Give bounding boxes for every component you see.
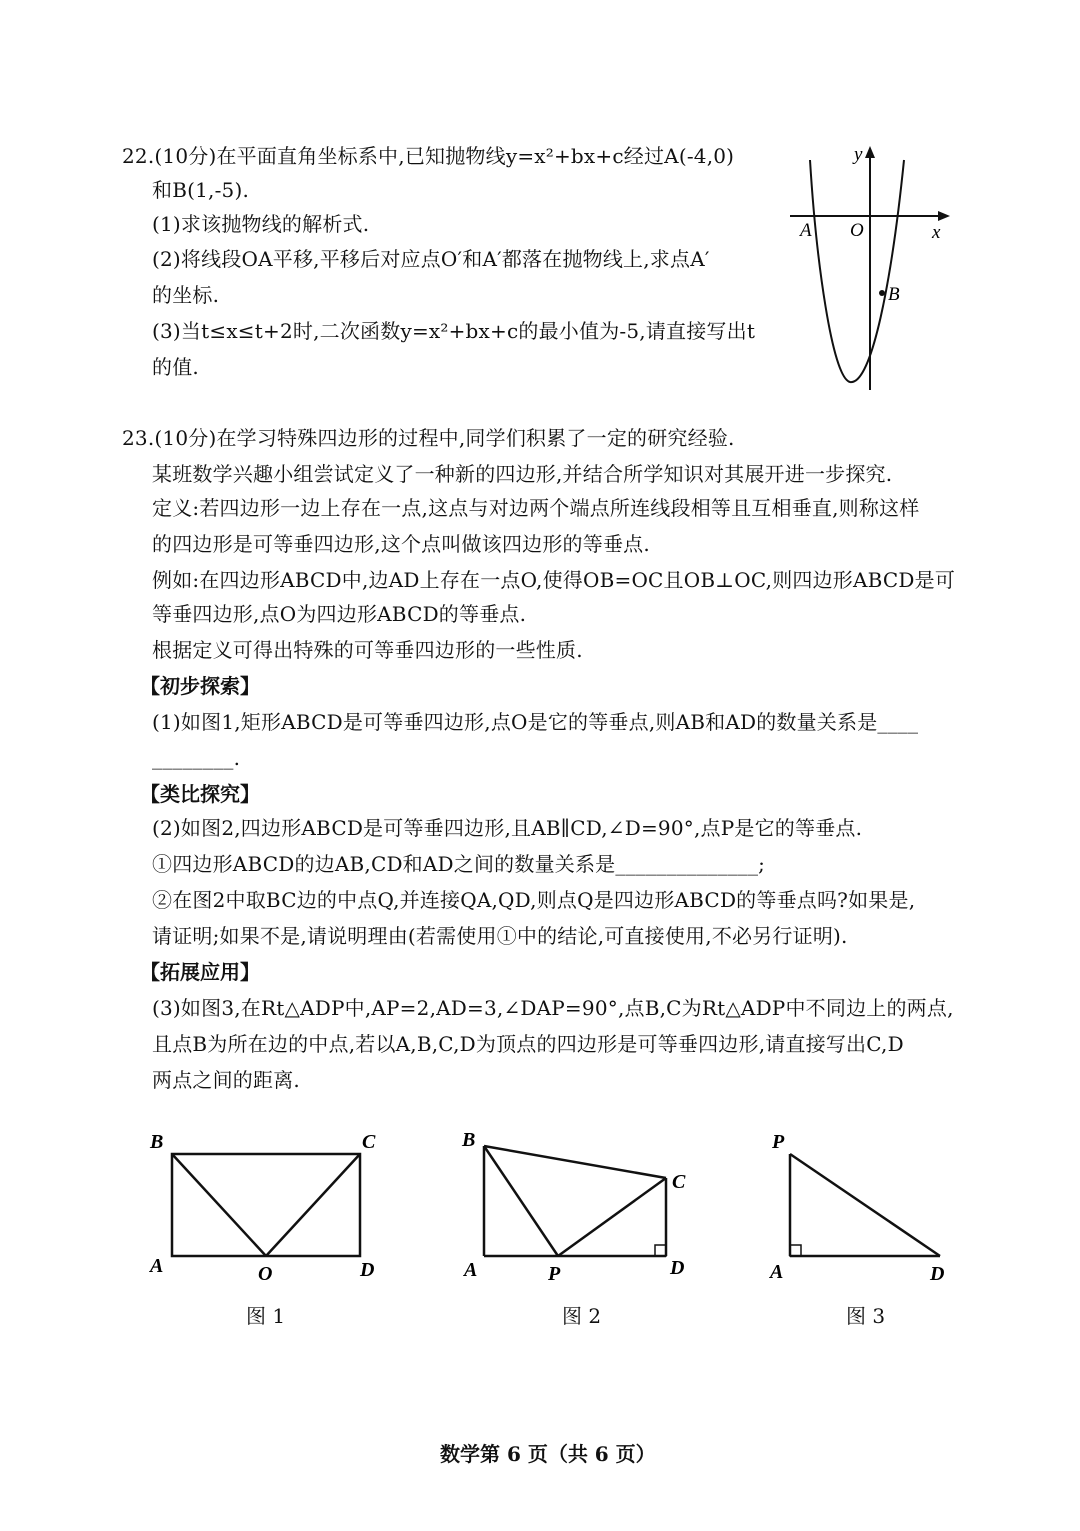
graph-a-label: A: [800, 220, 812, 241]
q23-part3-line2: 且点B为所在边的中点,若以A,B,C,D为顶点的四边形是可等垂四边形,请直接写出C,D: [152, 1032, 904, 1056]
section-extended-application: 【拓展应用】: [140, 960, 260, 984]
graph-b-label: B: [888, 284, 900, 305]
q22-part1: (1)求该抛物线的解析式.: [152, 212, 370, 236]
fig2-right-angle-mark: [655, 1245, 666, 1256]
fig2-segment-pc: [558, 1178, 666, 1256]
fig3-label-a: A: [770, 1261, 784, 1283]
q22-part3-line2: 的值.: [152, 355, 199, 379]
parabola-curve: [810, 160, 904, 382]
page-footer: 数学第 6 页（共 6 页）: [440, 1442, 656, 1466]
figure-2-caption: 图 2: [562, 1304, 602, 1328]
q23-property-line: 根据定义可得出特殊的可等垂四边形的一些性质.: [152, 638, 583, 662]
fig1-label-o: O: [258, 1263, 273, 1285]
fig1-label-a: A: [150, 1255, 164, 1277]
q22-part3-line1: (3)当t≤x≤t+2时,二次函数y=x²+bx+c的最小值为-5,请直接写出t: [152, 319, 756, 343]
q23-definition-line2: 的四边形是可等垂四边形,这个点叫做该四边形的等垂点.: [152, 532, 650, 556]
fig2-label-b: B: [462, 1129, 476, 1151]
q23-example-line2: 等垂四边形,点O为四边形ABCD的等垂点.: [152, 602, 527, 626]
q23-part2-sub2-line2: 请证明;如果不是,请说明理由(若需使用①中的结论,可直接使用,不必另行证明).: [152, 924, 848, 948]
fig3-label-p: P: [772, 1131, 785, 1153]
fig3-label-d: D: [930, 1263, 945, 1285]
fig2-label-a: A: [464, 1259, 478, 1281]
q23-part2-line1: (2)如图2,四边形ABCD是可等垂四边形,且AB∥CD,∠D=90°,点P是它的等垂点.: [152, 816, 863, 840]
fig3-side-pd: [790, 1154, 940, 1256]
fig1-label-d: D: [360, 1259, 375, 1281]
graph-x-label: x: [932, 222, 941, 243]
q22-parabola-graph: [780, 138, 960, 394]
y-axis-arrow-icon: [865, 146, 875, 158]
q22-line-2: 和B(1,-5).: [152, 178, 250, 202]
figure-2: [450, 1118, 710, 1293]
q23-part3-line1: (3)如图3,在Rt△ADP中,AP=2,AD=3,∠DAP=90°,点B,C为Rt△ADP中不同边上的两点,: [152, 996, 954, 1020]
q23-part2-sub2-line1: ②在图2中取BC边的中点Q,并连接QA,QD,则点Q是四边形ABCD的等垂点吗?如果是,: [152, 888, 916, 912]
fig1-segment-ob: [172, 1154, 266, 1256]
fig1-label-b: B: [150, 1131, 164, 1153]
q23-line-1: 23.(10分)在学习特殊四边形的过程中,同学们积累了一定的研究经验.: [122, 426, 735, 450]
q23-part2-sub1: ①四边形ABCD的边AB,CD和AD之间的数量关系是______________;: [152, 852, 766, 876]
fig1-label-c: C: [362, 1131, 376, 1153]
section-analogy-exploration: 【类比探究】: [140, 782, 260, 806]
figure-1: [140, 1118, 400, 1293]
q23-part3-line3: 两点之间的距离.: [152, 1068, 300, 1092]
section-initial-exploration: 【初步探索】: [140, 674, 260, 698]
fig2-label-p: P: [548, 1263, 561, 1285]
fig2-label-c: C: [672, 1171, 686, 1193]
q23-definition-line1: 定义:若四边形一边上存在一点,这点与对边两个端点所连线段相等且互相垂直,则称这样: [152, 496, 920, 520]
q23-part1-line2: ________.: [152, 746, 241, 770]
graph-y-label: y: [854, 144, 863, 165]
fig1-segment-oc: [266, 1154, 360, 1256]
x-axis-arrow-icon: [938, 211, 950, 221]
fig2-label-d: D: [670, 1257, 685, 1279]
figure-3: [760, 1118, 970, 1293]
figure-3-caption: 图 3: [846, 1304, 886, 1328]
q22-line-1: 22.(10分)在平面直角坐标系中,已知抛物线y=x²+bx+c经过A(-4,0): [122, 144, 735, 168]
point-b-dot: [879, 290, 885, 296]
q23-example-line1: 例如:在四边形ABCD中,边AD上存在一点O,使得OB=OC且OB⊥OC,则四边形ABCD是可: [152, 568, 956, 592]
fig3-right-angle-mark: [790, 1245, 801, 1256]
fig2-side-bc: [484, 1146, 666, 1178]
graph-origin-label: O: [850, 220, 864, 241]
figure-1-caption: 图 1: [246, 1304, 286, 1328]
q23-part1-line1: (1)如图1,矩形ABCD是可等垂四边形,点O是它的等垂点,则AB和AD的数量关系是____: [152, 710, 919, 734]
q22-part2-line2: 的坐标.: [152, 283, 220, 307]
q22-part2-line1: (2)将线段OA平移,平移后对应点O′和A′都落在抛物线上,求点A′: [152, 247, 710, 271]
fig1-rectangle: [172, 1154, 360, 1256]
fig2-segment-pb: [484, 1146, 558, 1256]
q23-line-2: 某班数学兴趣小组尝试定义了一种新的四边形,并结合所学知识对其展开进一步探究.: [152, 462, 893, 486]
